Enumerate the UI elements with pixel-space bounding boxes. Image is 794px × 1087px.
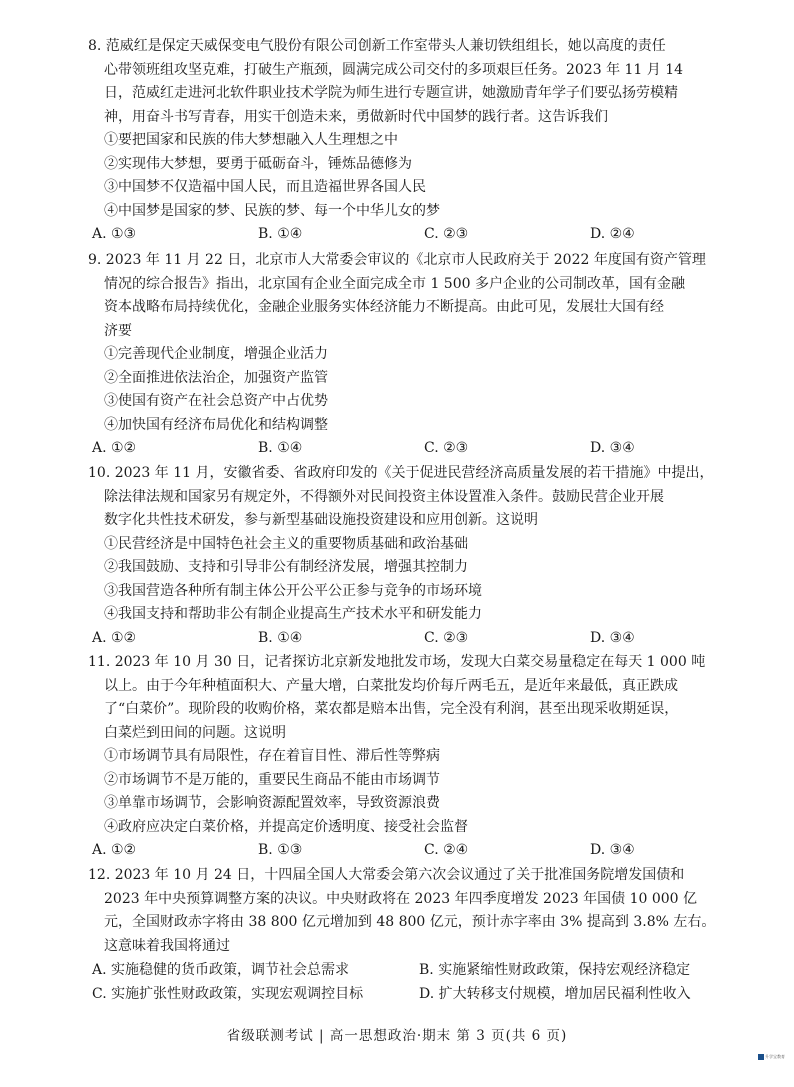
option-d: D. ③④ (590, 629, 635, 646)
statement-item: ③我国营造各种所有制主体公开公平公正参与竞争的市场环境 (104, 582, 482, 599)
question-stem-line: 8. 范威红是保定天威保变电气股份有限公司创新工作室带头人兼切铁组组长，她以高度的责任 (88, 38, 666, 54)
question-11 (88, 651, 756, 863)
statement-item: ②市场调节不是万能的，重要民生商品不能由市场调节 (104, 771, 440, 788)
option-d: D. ③④ (590, 842, 635, 858)
statement-item: ③中国梦不仅造福中国人民，而且造福世界各国人民 (104, 179, 426, 195)
question-stem-line: 神，用奋斗书写青春，用实干创造未来，勇做新时代中国梦的践行者。这告诉我们 (104, 108, 608, 125)
statement-item: ③单靠市场调节，会影响资源配置效率，导致资源浪费 (104, 795, 440, 811)
question-10 (88, 462, 756, 650)
option-a: A. ①② (92, 842, 137, 858)
statement-item: ②实现伟大梦想，要勇于砥砺奋斗，锤炼品德修为 (104, 155, 412, 172)
option-c: C. ②③ (424, 226, 469, 242)
option-b: B. ①④ (258, 629, 303, 646)
question-8 (88, 35, 756, 247)
statement-item: ④我国支持和帮助非公有制企业提高生产技术水平和研发能力 (104, 606, 482, 622)
question-stem-line: 了“白菜价”。现阶段的收购价格，菜农都是赔本出售，完全没有利润，甚至出现采收期延误， (104, 701, 679, 717)
option-a: A. ①③ (92, 226, 137, 242)
page-footer: 省级联测考试 | 高一思想政治·期末 第 3 页(共 6 页) (226, 1028, 568, 1044)
publisher-logo (758, 1054, 788, 1068)
question-stem-line: 12. 2023 年 10 月 24 日，十四届全国人大常委会第六次会议通过了关于批准国务院增发国债和 (88, 867, 685, 883)
question-stem-line: 2023 年中央预算调整方案的决议。中央财政将在 2023 年四季度增发 2023 年国债 10 000 亿 (104, 890, 698, 907)
question-stem-line: 以上。由于今年种植面积大、产量大增，白菜批发均价每斤两毛五，是近年来最低，真正跌成 (104, 677, 678, 694)
option-c: C. ②③ (424, 629, 469, 646)
statement-item: ③使国有资产在社会总资产中占优势 (104, 393, 328, 409)
question-12 (88, 864, 756, 1006)
question-stem-line: 日，范威红走进河北软件职业技术学院为师生进行专题宣讲，她激励青年学子们要弘扬劳模精 (104, 85, 678, 101)
statement-item: ①民营经济是中国特色社会主义的重要物质基础和政治基础 (104, 535, 468, 552)
statement-item: ④政府应决定白菜价格，并提高定价透明度、接受社会监督 (104, 818, 468, 835)
question-9 (88, 249, 756, 461)
question-stem-line: 11. 2023 年 10 月 30 日，记者探访北京新发地批发市场，发现大白菜交易量稳定在每天 1 000 吨 (88, 654, 706, 670)
question-stem-line: 这意味着我国将通过 (104, 937, 230, 954)
option-b: B. 实施紧缩性财政政策，保持宏观经济稳定 (419, 962, 691, 978)
question-stem-line: 白菜烂到田间的问题。这说明 (104, 724, 286, 741)
statement-item: ④中国梦是国家的梦、民族的梦、每一个中华儿女的梦 (104, 202, 440, 219)
statement-item: ④加快国有经济布局优化和结构调整 (104, 416, 328, 433)
question-stem-line: 情况的综合报告》指出，北京国有企业全面完成全市 1 500 多户企业的公司制改革，国有金融 (104, 275, 685, 292)
option-b: B. ①③ (258, 842, 303, 858)
option-a: A. ①② (92, 440, 137, 456)
option-b: B. ①④ (258, 226, 303, 242)
answer-options (88, 839, 756, 863)
logo-text: 升学宝教育 (765, 1054, 785, 1059)
question-stem-line: 10. 2023 年 11 月，安徽省委、省政府印发的《关于促进民营经济高质量发展的若干措施》中提出， (88, 465, 714, 481)
question-stem-line: 济要 (104, 322, 132, 339)
option-d: D. ③④ (590, 440, 635, 456)
option-d: D. 扩大转移支付规模，增加居民福利性收入 (419, 986, 691, 1002)
answer-options (88, 437, 756, 461)
question-stem-line: 数字化共性技术研发，参与新型基础设施投资建设和应用创新。这说明 (104, 512, 538, 528)
answer-options (88, 223, 756, 247)
statement-item: ①要把国家和民族的伟大梦想融入人生理想之中 (104, 132, 398, 148)
option-a: A. 实施稳健的货币政策，调节社会总需求 (92, 962, 350, 978)
statement-item: ①市场调节具有局限性，存在着盲目性、滞后性等弊病 (104, 748, 440, 764)
answer-options (88, 627, 756, 651)
option-d: D. ②④ (590, 226, 635, 242)
option-c: C. ②③ (424, 440, 469, 456)
answer-options (88, 958, 756, 1006)
statement-item: ②我国鼓励、支持和引导非公有制经济发展，增强其控制力 (104, 559, 468, 575)
logo-mark-icon (758, 1054, 764, 1060)
question-stem-line: 9. 2023 年 11 月 22 日，北京市人大常委会审议的《北京市人民政府关于 2022 年度国有资产管理 (88, 252, 706, 268)
question-stem-line: 元，全国财政赤字将由 38 800 亿元增加到 48 800 亿元，预计赤字率由 3% 提高到 3.8% 左右。 (104, 914, 716, 930)
statement-item: ①完善现代企业制度，增强企业活力 (104, 346, 328, 362)
option-c: C. 实施扩张性财政政策，实现宏观调控目标 (92, 986, 364, 1002)
statement-item: ②全面推进依法治企，加强资产监管 (104, 369, 328, 386)
option-c: C. ②④ (424, 842, 469, 858)
question-stem-line: 心带领班组攻坚克难，打破生产瓶颈，圆满完成公司交付的多项艰巨任务。2023 年 11 月 14 (104, 61, 684, 78)
question-stem-line: 资本战略布局持续优化，金融企业服务实体经济能力不断提高。由此可见，发展壮大国有经 (104, 299, 664, 315)
option-a: A. ①② (92, 629, 137, 646)
question-stem-line: 除法律法规和国家另有规定外，不得额外对民间投资主体设置准入条件。鼓励民营企业开展 (104, 488, 664, 505)
option-b: B. ①④ (258, 440, 303, 456)
